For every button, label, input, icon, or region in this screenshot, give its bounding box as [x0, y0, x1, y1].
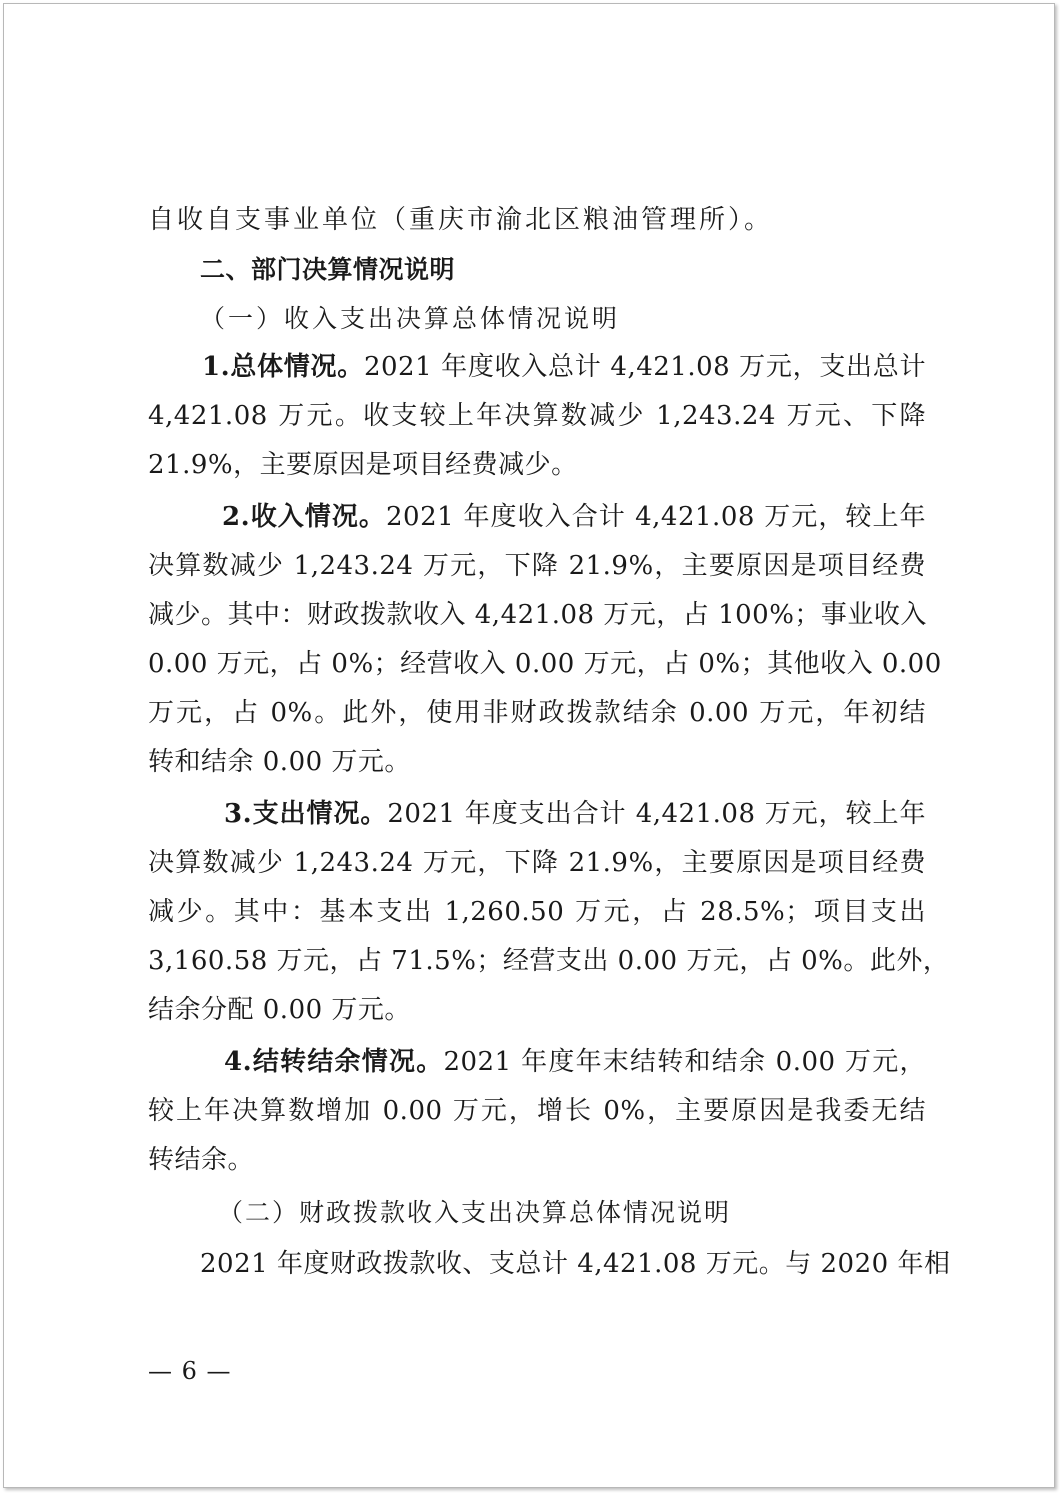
line-text: 2021 年度支出合计 4,421.08 万元，较上年	[387, 799, 926, 829]
paragraph-line	[148, 986, 926, 1035]
line-text: 决算数减少 1,243.24 万元，下降 21.9%，主要原因是项目经费	[148, 848, 926, 878]
line-text: 结余分配 0.00 万元。	[148, 995, 411, 1025]
subsection-heading-text: （一）收入支出决算总体情况说明	[200, 304, 621, 333]
paragraph-line	[148, 790, 926, 839]
line-text: 0.00 万元，占 0%；经营收入 0.00 万元，占 0%；其他收入 0.00	[148, 649, 942, 679]
line-text: 减少。其中：基本支出 1,260.50 万元，占 28.5%；项目支出	[148, 897, 926, 927]
paragraph-line	[148, 1038, 926, 1087]
line-text: 2021 年度财政拨款收、支总计 4,421.08 万元。与 2020 年相	[200, 1249, 951, 1279]
paragraph-line	[148, 441, 926, 490]
paragraph-line	[148, 1087, 926, 1136]
line-text: 2021 年度年末结转和结余 0.00 万元，	[443, 1047, 926, 1077]
paragraph-line	[148, 689, 926, 738]
paragraph-line	[148, 738, 926, 787]
line-text: 决算数减少 1,243.24 万元，下降 21.9%，主要原因是项目经费	[148, 551, 926, 581]
section-heading-text: 二、部门决算情况说明	[200, 255, 456, 284]
line-text: 3,160.58 万元，占 71.5%；经营支出 0.00 万元，占 0%。此外，	[148, 946, 950, 976]
section-heading	[148, 245, 926, 294]
line-text: 2021 年度收入总计 4,421.08 万元，支出总计	[363, 352, 926, 382]
paragraph-line	[148, 493, 926, 542]
paragraph-lead: 2.收入情况。	[222, 502, 386, 532]
line-text: 21.9%，主要原因是项目经费减少。	[148, 450, 578, 480]
paragraph-lead: 4.结转结余情况。	[224, 1047, 444, 1077]
paragraph-line	[148, 888, 926, 937]
subsection-heading	[148, 1188, 926, 1237]
text-line	[148, 196, 926, 245]
paragraph-line	[148, 839, 926, 888]
paragraph-line	[148, 1240, 951, 1289]
subsection-heading-text: （二）财政拨款收入支出决算总体情况说明	[218, 1198, 732, 1227]
paragraph-line	[148, 640, 942, 689]
line-text: 自收自支事业单位（重庆市渝北区粮油管理所）。	[148, 205, 774, 235]
line-text: 2021 年度收入合计 4,421.08 万元，较上年	[385, 502, 926, 532]
subsection-heading	[148, 294, 926, 343]
line-text: 转结余。	[148, 1145, 255, 1175]
line-text: 较上年决算数增加 0.00 万元，增长 0%，主要原因是我委无结	[148, 1096, 926, 1126]
line-text: 减少。其中：财政拨款收入 4,421.08 万元，占 100%；事业收入	[148, 600, 927, 630]
paragraph-line	[148, 392, 926, 441]
line-text: 万元，占 0%。此外，使用非财政拨款结余 0.00 万元，年初结	[148, 698, 926, 728]
paragraph-lead: 1.总体情况。	[202, 352, 364, 382]
paragraph-line	[148, 591, 926, 640]
paragraph-line	[148, 937, 950, 986]
paragraph-line	[148, 1136, 926, 1185]
document-body	[148, 196, 951, 1289]
paragraph-line	[148, 542, 926, 591]
paragraph-lead: 3.支出情况。	[224, 799, 388, 829]
line-text: 4,421.08 万元。收支较上年决算数减少 1,243.24 万元、下降	[148, 401, 926, 431]
page-number: — 6 —	[148, 1357, 232, 1385]
line-text: 转和结余 0.00 万元。	[148, 747, 411, 777]
paragraph-line	[148, 343, 926, 392]
